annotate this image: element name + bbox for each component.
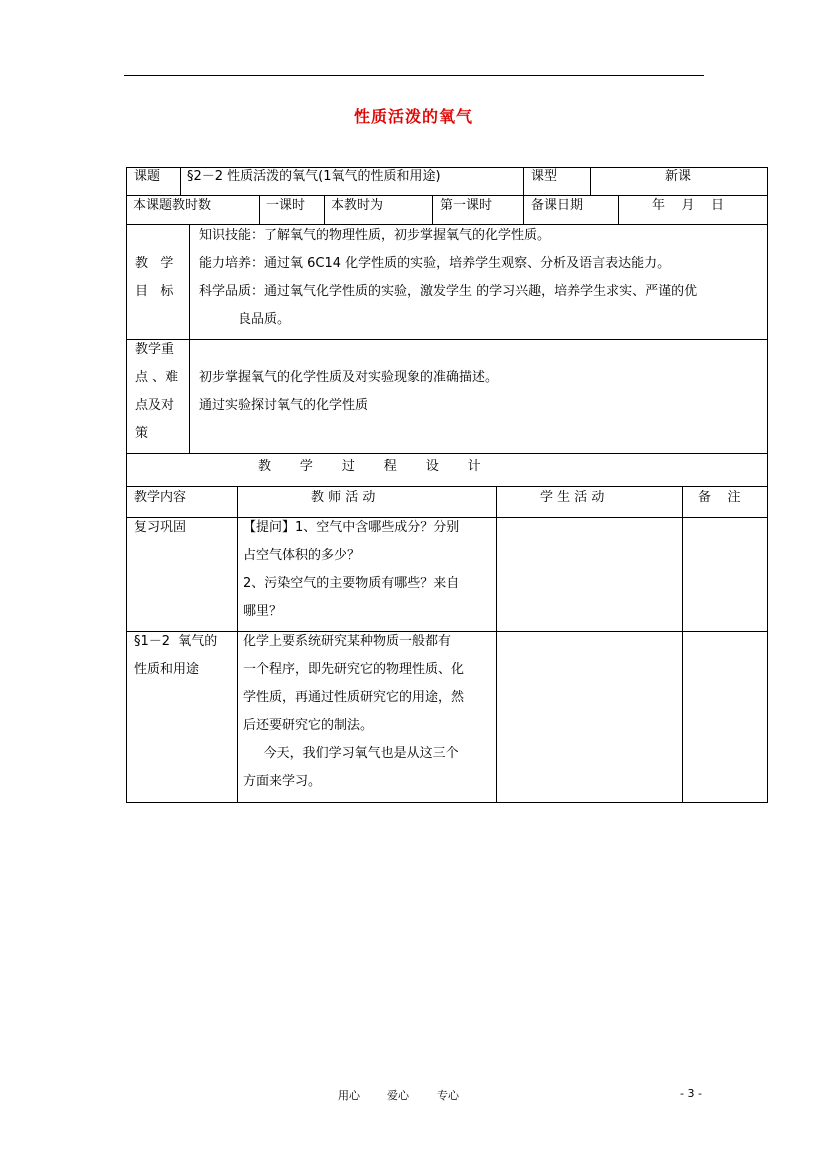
oxygen-teacher-text: 方面来学习。 (243, 774, 322, 789)
goals-label: 教 学 (135, 256, 174, 271)
type-label: 课型 (531, 169, 558, 184)
oxygen-teacher-text: 后还要研究它的制法。 (243, 718, 374, 733)
header-notes: 备 注 (698, 490, 741, 505)
table-rule (682, 486, 683, 803)
table-rule (496, 486, 497, 803)
table-rule (126, 453, 768, 454)
focus-label: 点 、难 (135, 370, 179, 385)
goals-label: 目 标 (135, 284, 174, 299)
focus-strategy: 通过实验探讨氧气的化学性质 (199, 398, 369, 413)
review-teacher-text: 哪里？ (243, 604, 283, 619)
focus-label: 策 (135, 426, 149, 441)
this-period-label: 本教时为 (331, 198, 384, 213)
header-content: 教学内容 (134, 490, 187, 505)
table-rule (618, 195, 619, 224)
this-period-value: 第一课时 (440, 198, 493, 213)
review-teacher-text: 占空气体积的多少？ (243, 548, 361, 563)
focus-label: 教学重 (135, 342, 175, 357)
periods-value: 一课时 (266, 198, 306, 213)
oxygen-teacher-text: 化学上要系统研究某种物质一般都有 (243, 634, 452, 649)
prep-date-value: 年 月 日 (652, 198, 725, 213)
lesson-label: 课题 (134, 169, 161, 184)
table-rule (126, 486, 768, 487)
table-rule (324, 195, 325, 224)
oxygen-content: 性质和用途 (134, 662, 200, 677)
oxygen-teacher-text: 学性质，再通过性质研究它的用途，然 (243, 690, 465, 705)
table-rule (189, 224, 190, 453)
page-number: - 3 - (680, 1087, 702, 1100)
table-rule (590, 167, 591, 195)
lesson-value: §2－2 性质活泼的氧气(1氧气的性质和用途) (187, 169, 441, 184)
focus-point: 初步掌握氧气的化学性质及对实验现象的准确描述。 (199, 370, 499, 385)
focus-label: 点及对 (135, 398, 175, 413)
oxygen-teacher-text: 一个程序，即先研究它的物理性质、化 (243, 662, 465, 677)
header-student: 学 生 活 动 (540, 490, 605, 505)
type-value: 新课 (665, 169, 692, 184)
review-content: 复习巩固 (134, 520, 187, 535)
goal-knowledge: 知识技能：了解氧气的物理性质，初步掌握氧气的化学性质。 (199, 228, 551, 243)
goal-ability: 能力培养：通过氧 6C14 化学性质的实验，培养学生观察、分析及语言表达能力。 (199, 256, 671, 271)
footer-motto-1: 用心 (338, 1089, 360, 1102)
table-rule (126, 517, 768, 518)
review-teacher-text: 【提问】1、空气中含哪些成分？分别 (243, 520, 460, 535)
header-rule (124, 75, 704, 76)
oxygen-content: §1－2 氧气的 (134, 634, 218, 649)
table-rule (259, 195, 260, 224)
table-rule (126, 631, 768, 632)
oxygen-teacher-text: 今天，我们学习氧气也是从这三个 (243, 746, 459, 761)
goal-quality: 科学品质：通过氧气化学性质的实验，激发学生 的学习兴趣，培养学生求实、严谨的优 (199, 284, 698, 299)
periods-label: 本课题教时数 (133, 198, 212, 213)
footer-motto-2: 爱心 (387, 1089, 409, 1102)
table-rule (432, 195, 433, 224)
table-rule (523, 167, 524, 195)
table-rule (180, 167, 181, 195)
review-teacher-text: 2、污染空气的主要物质有哪些？来自 (243, 576, 460, 591)
prep-date-label: 备课日期 (531, 198, 584, 213)
process-design-title: 教 学 过 程 设 计 (258, 459, 481, 474)
table-rule (237, 486, 238, 803)
table-rule (126, 339, 768, 340)
table-rule (126, 224, 768, 225)
table-rule (523, 195, 524, 224)
footer-motto-3: 专心 (437, 1089, 459, 1102)
page-title: 性质活泼的氧气 (353, 107, 473, 126)
table-rule (126, 195, 768, 196)
goal-quality-cont: 良品质。 (238, 312, 291, 327)
header-teacher: 教 师 活 动 (311, 490, 376, 505)
